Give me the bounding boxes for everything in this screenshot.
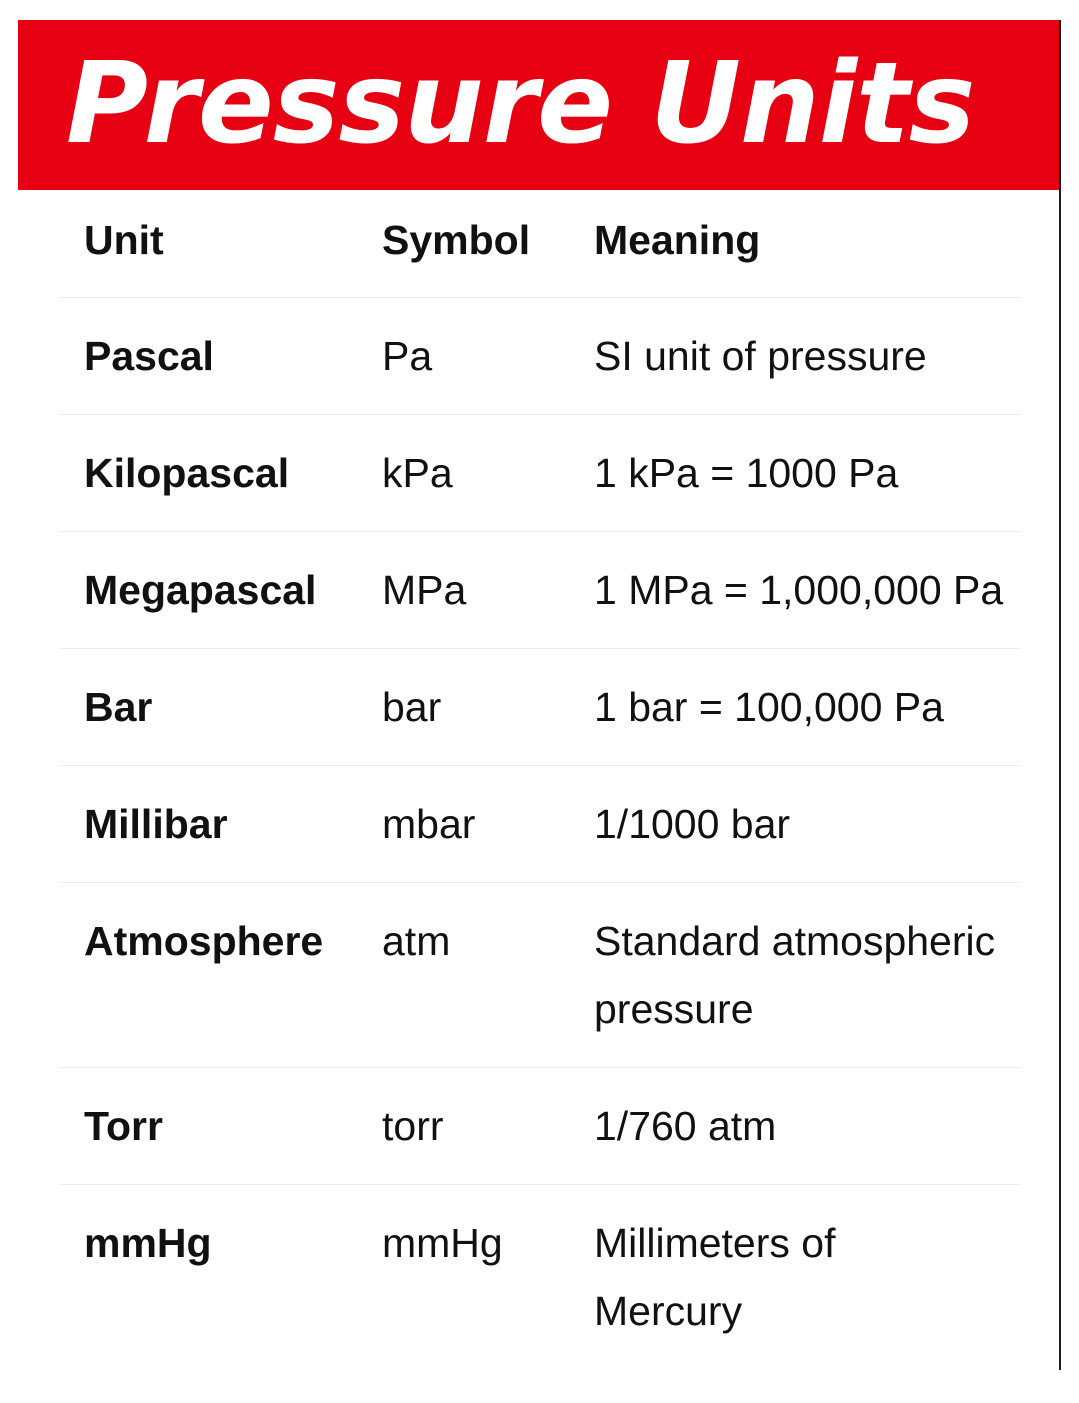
unit-cell: Millibar xyxy=(84,801,228,847)
meaning-cell: 1 MPa = 1,000,000 Pa xyxy=(594,567,1004,613)
unit-cell: Kilopascal xyxy=(84,450,290,496)
header-meaning: Meaning xyxy=(594,217,761,263)
unit-cell: Megapascal xyxy=(84,567,317,613)
meaning-cell: 1/760 atm xyxy=(594,1103,777,1149)
symbol-cell: mmHg xyxy=(382,1220,503,1266)
meaning-cell: 1/1000 bar xyxy=(594,801,791,847)
meaning-cell: 1 bar = 100,000 Pa xyxy=(594,684,944,730)
table-row xyxy=(18,1185,1059,1370)
table-row xyxy=(18,1068,1059,1185)
symbol-cell: Pa xyxy=(382,333,433,379)
unit-cell: Bar xyxy=(84,684,153,730)
title-banner xyxy=(18,20,1061,190)
table-row xyxy=(18,766,1059,883)
table-row xyxy=(18,298,1059,415)
header-unit: Unit xyxy=(84,217,164,263)
symbol-cell: bar xyxy=(382,684,442,730)
unit-cell: Pascal xyxy=(84,333,214,379)
unit-cell: Atmosphere xyxy=(84,918,324,964)
symbol-cell: kPa xyxy=(382,450,453,496)
unit-cell: Torr xyxy=(84,1103,163,1149)
meaning-cell: Millimeters of Mercury xyxy=(594,1220,836,1334)
table-row xyxy=(18,532,1059,649)
header-symbol: Symbol xyxy=(382,217,531,263)
symbol-cell: MPa xyxy=(382,567,467,613)
meaning-cell: Standard atmospheric pressure xyxy=(594,918,996,1032)
table-header-row xyxy=(18,190,1059,298)
symbol-cell: torr xyxy=(382,1103,444,1149)
table-row xyxy=(18,883,1059,1068)
pressure-units-card xyxy=(18,20,1061,1370)
pressure-units-table xyxy=(18,190,1059,1370)
meaning-cell: SI unit of pressure xyxy=(594,333,927,379)
unit-cell: mmHg xyxy=(84,1220,212,1266)
table-row xyxy=(18,415,1059,532)
symbol-cell: atm xyxy=(382,918,451,964)
table-row xyxy=(18,649,1059,766)
symbol-cell: mbar xyxy=(382,801,476,847)
page-title: Pressure Units xyxy=(66,39,975,169)
meaning-cell: 1 kPa = 1000 Pa xyxy=(594,450,899,496)
